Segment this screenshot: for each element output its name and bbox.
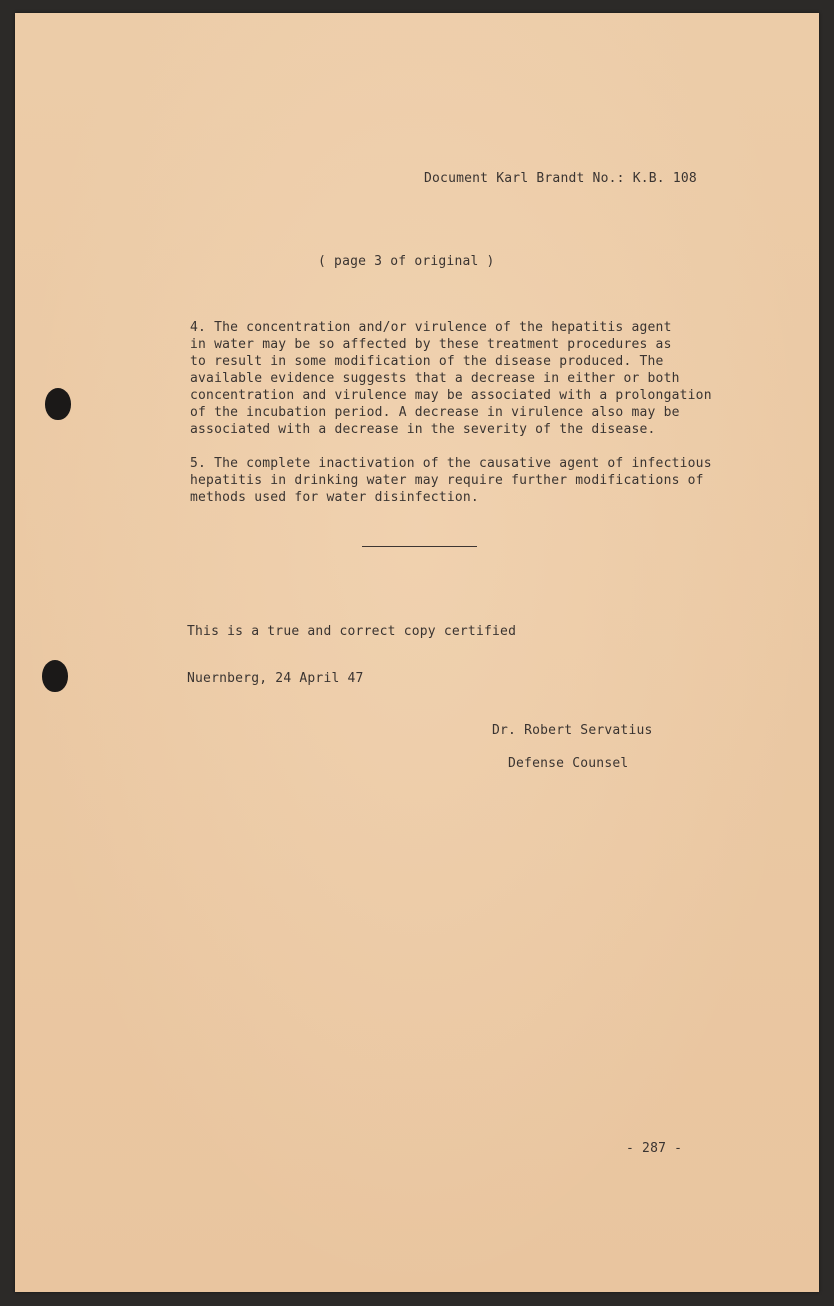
paragraph-line: methods used for water disinfection. — [190, 490, 479, 505]
paragraph-line: available evidence suggests that a decrease in either or both — [190, 371, 680, 386]
document-reference: Document Karl Brandt No.: K.B. 108 — [424, 171, 697, 186]
paper-sheet — [15, 13, 819, 1292]
paragraph-5 — [190, 455, 712, 506]
paragraph-line: concentration and virulence may be associated with a prolongation — [190, 388, 712, 403]
paragraph-line: of the incubation period. A decrease in virulence also may be — [190, 405, 680, 420]
certification-statement: This is a true and correct copy certified — [187, 624, 517, 639]
paragraph-line: hepatitis in drinking water may require further modifications of — [190, 473, 704, 488]
section-divider — [362, 546, 477, 547]
paragraph-line: 5. The complete inactivation of the causative agent of infectious — [190, 456, 712, 471]
paragraph-line: in water may be so affected by these treatment procedures as — [190, 337, 672, 352]
paragraph-4 — [190, 319, 712, 438]
page-note: ( page 3 of original ) — [318, 254, 495, 269]
paragraph-line: associated with a decrease in the severity of the disease. — [190, 422, 656, 437]
punch-hole-lower — [42, 660, 68, 692]
punch-hole-upper — [45, 388, 71, 420]
paragraph-line: 4. The concentration and/or virulence of the hepatitis agent — [190, 320, 672, 335]
page-number: - 287 - — [626, 1141, 683, 1156]
signatory-title: Defense Counsel — [508, 756, 629, 771]
signatory-name: Dr. Robert Servatius — [492, 723, 653, 738]
paragraph-line: to result in some modification of the disease produced. The — [190, 354, 664, 369]
place-and-date: Nuernberg, 24 April 47 — [187, 671, 364, 686]
